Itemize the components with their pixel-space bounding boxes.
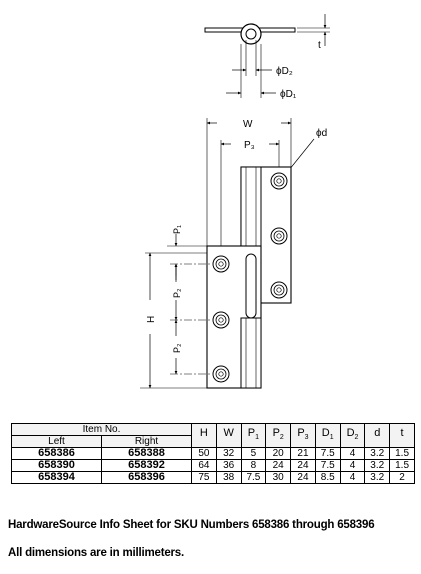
p3-cell: 21	[291, 448, 316, 460]
d2-cell: 4	[340, 448, 365, 460]
t-dimension-label: t	[318, 40, 321, 51]
top-end-view	[205, 14, 330, 100]
p1-cell: 7.5	[241, 472, 266, 484]
h-cell: 64	[192, 460, 217, 472]
d-cell: 3.2	[365, 472, 390, 484]
p1-cell: 8	[241, 460, 266, 472]
dimension-header: $P_2$	[266, 424, 291, 448]
dimension-header: t	[390, 424, 415, 448]
p3-dimension-label: P₃	[244, 140, 255, 151]
specification-table	[11, 423, 415, 484]
height-dimensions	[140, 225, 212, 388]
table-row	[12, 448, 415, 460]
p1-dimension-label: P₁	[172, 224, 182, 234]
d1-cell: 7.5	[315, 460, 340, 472]
dimension-header: d	[365, 424, 390, 448]
dimension-header: $P_1$	[241, 424, 266, 448]
dimension-header: H	[192, 424, 217, 448]
p1-cell: 5	[241, 448, 266, 460]
dimension-header: W	[216, 424, 241, 448]
units-note: All dimensions are in millimeters.	[8, 547, 184, 559]
p3-cell: 24	[291, 460, 316, 472]
left-sku-cell: 658386	[12, 448, 102, 460]
d2-cell: 4	[340, 472, 365, 484]
item-no-header: Item No.	[12, 424, 192, 436]
p2-cell: 30	[266, 472, 291, 484]
right-sku-cell: 658396	[102, 472, 192, 484]
table-row	[12, 460, 415, 472]
right-header: Right	[102, 436, 192, 448]
w-cell: 32	[216, 448, 241, 460]
p2-upper-dimension-label: P₂	[172, 288, 182, 298]
d-cell: 3.2	[365, 460, 390, 472]
d1-dimension-label: ϕD₁	[280, 89, 297, 100]
dimension-header: $P_3$	[291, 424, 316, 448]
h-cell: 50	[192, 448, 217, 460]
right-sku-cell: 658388	[102, 448, 192, 460]
w-cell: 38	[216, 472, 241, 484]
info-sheet-caption: HardwareSource Info Sheet for SKU Numbers 658386 through 658396	[8, 519, 375, 531]
w-dimension-label: W	[243, 119, 253, 130]
table-row	[12, 472, 415, 484]
p2-cell: 20	[266, 448, 291, 460]
dimension-header: $D_1$	[315, 424, 340, 448]
w-cell: 36	[216, 460, 241, 472]
d2-dimension-label: ϕD₂	[276, 66, 293, 77]
d1-cell: 7.5	[315, 448, 340, 460]
hinge-pin	[246, 254, 256, 318]
t-cell: 1.5	[390, 448, 415, 460]
dimension-header: $D_2$	[340, 424, 365, 448]
lower-hinge-leaf	[207, 246, 261, 388]
right-sku-cell: 658392	[102, 460, 192, 472]
p3-cell: 24	[291, 472, 316, 484]
h-cell: 75	[192, 472, 217, 484]
d1-cell: 8.5	[315, 472, 340, 484]
d-dimension-label: ϕd	[316, 128, 328, 139]
t-cell: 1.5	[390, 460, 415, 472]
d-cell: 3.2	[365, 448, 390, 460]
p2-cell: 24	[266, 460, 291, 472]
left-sku-cell: 658394	[12, 472, 102, 484]
p2-lower-dimension-label: P₂	[172, 343, 182, 353]
h-dimension-label: H	[146, 315, 157, 323]
left-sku-cell: 658390	[12, 460, 102, 472]
left-header: Left	[12, 436, 102, 448]
d2-cell: 4	[340, 460, 365, 472]
t-cell: 2	[390, 472, 415, 484]
